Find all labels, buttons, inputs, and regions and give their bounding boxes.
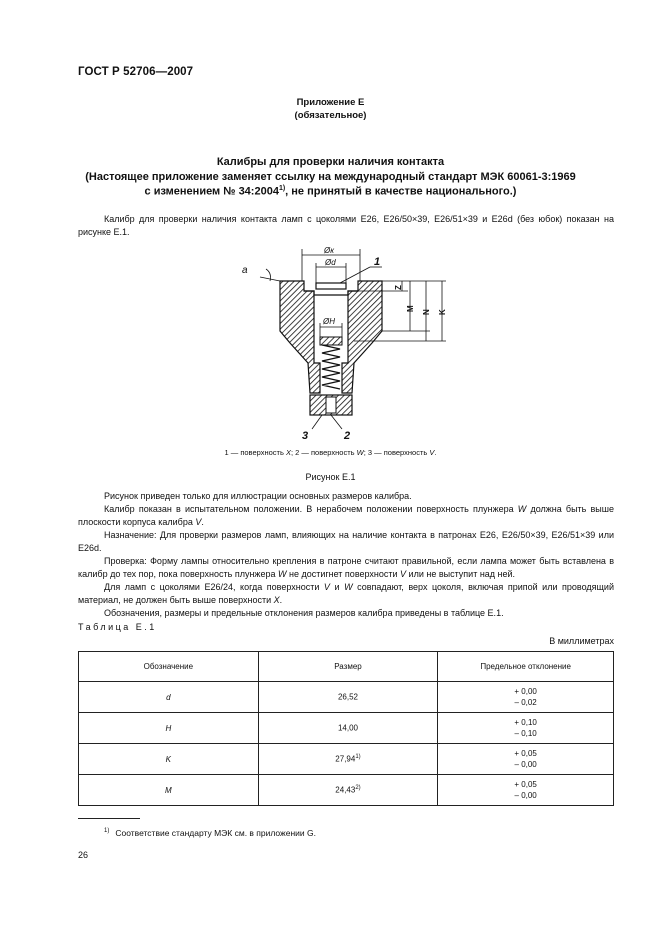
cell-deviation: + 0,05 – 0,00 — [438, 744, 614, 775]
table-units: В миллиметрах — [549, 636, 614, 646]
table-row — [79, 713, 614, 744]
table-row — [79, 744, 614, 775]
section-heading-note-2: с изменением № 34:2004$^{1)}$, не принятый в качестве национального.) — [144, 185, 517, 198]
callout-2: 2 — [344, 430, 351, 442]
intro-paragraph: Калибр для проверки наличия контакта ламп с цоколями E26, E26/50×39, E26/51×39 и E26d (без юбок) показан на рисунке Е.1. — [78, 214, 614, 237]
cell-designation: d — [79, 682, 259, 713]
figure-legend: 1 — поверхность X; 2 — поверхность W; 3 — поверхность V. — [224, 448, 437, 457]
dim-label-z: Z — [394, 285, 403, 290]
cell-deviation: + 0,05 – 0,00 — [438, 775, 614, 806]
column-header-designation: Обозначение — [79, 652, 259, 682]
dim-label-k: K — [438, 309, 447, 315]
paragraph-e26-24: Для ламп с цоколями E26/24, когда поверхности V и W совпадают, верх цоколя, включая припой или проводящий материал, не должен быть выше поверхности X. — [78, 582, 614, 605]
table-caption: Таблица Е.1 — [78, 622, 157, 632]
column-header-deviation: Предельное отклонение — [438, 652, 614, 682]
cell-size: 27,94$^{1)}$ — [258, 744, 438, 775]
cell-designation: K — [79, 744, 259, 775]
table-header-row — [79, 652, 614, 682]
footnote-divider — [78, 818, 140, 819]
section-heading: Калибры для проверки наличия контакта — [216, 156, 445, 168]
figure-caption: Рисунок Е.1 — [305, 472, 356, 482]
dimensions-table — [78, 651, 614, 806]
dim-label-m: M — [406, 305, 415, 312]
section-heading-note: (Настоящее приложение заменяет ссылку на международный стандарт МЭК 60061-3:1969 — [85, 171, 576, 183]
appendix-status: (обязательное) — [294, 110, 367, 121]
paragraph-purpose: Назначение: Для проверки размеров ламп, влияющих на наличие контакта в патронах E26, E26/50×39, E26/51×39 или E26d. — [78, 530, 614, 553]
document-standard-number: ГОСТ Р 52706—2007 — [78, 66, 194, 78]
column-header-size: Размер — [258, 652, 438, 682]
paragraph-table-ref: Обозначения, размеры и предельные отклонения размеров калибра приведены в таблице Е.1. — [104, 608, 504, 618]
page-number: 26 — [78, 850, 89, 860]
appendix-title: Приложение Е — [296, 97, 365, 108]
table-row — [79, 682, 614, 713]
cell-designation: M — [79, 775, 259, 806]
dim-label-dd: Ød — [325, 258, 336, 267]
dim-label-dh: ØH — [323, 317, 335, 326]
callout-1: 1 — [374, 256, 381, 268]
gauge-drawing — [230, 243, 450, 443]
paragraph-check: Проверка: Форму лампы относительно крепления в патроне считают правильной, если лампа может быть вставлена в калибр до тех пор, пока поверхность плунжера W не достигнет поверхности V или не выступит над ней. — [78, 556, 614, 579]
cell-designation: H — [79, 713, 259, 744]
cell-deviation: + 0,10 – 0,10 — [438, 713, 614, 744]
table-row — [79, 775, 614, 806]
dim-label-a: a — [242, 265, 248, 276]
cell-size: 26,52 — [258, 682, 438, 713]
footnote-ref: 1) — [278, 185, 286, 192]
cell-deviation: + 0,00 – 0,02 — [438, 682, 614, 713]
dim-label-dk: Øк — [324, 246, 334, 255]
cell-size: 14,00 — [258, 713, 438, 744]
cell-size: 24,43$^{2)}$ — [258, 775, 438, 806]
callout-3: 3 — [302, 430, 309, 442]
dim-label-n: N — [422, 309, 431, 315]
paragraph-test-position: Калибр показан в испытательном положении. В нерабочем положении поверхность плунжера W должна быть выше плоскости корпуса калибра V. — [78, 504, 614, 527]
footnote: $^{1)}$ Соответствие стандарту МЭК см. в приложении G. — [104, 828, 316, 838]
paragraph-illustration-note: Рисунок приведен только для иллюстрации основных размеров калибра. — [104, 491, 412, 501]
